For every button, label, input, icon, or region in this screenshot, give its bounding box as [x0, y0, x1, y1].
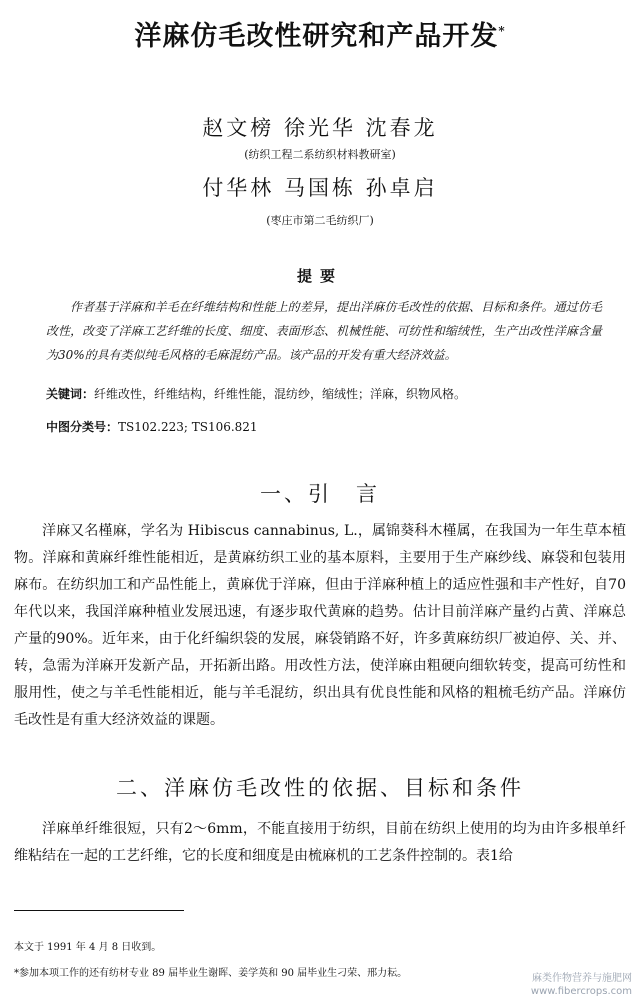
- section-1-heading: 一、引 言: [260, 482, 380, 506]
- footnote-contributors: *参加本项工作的还有纺材专业 89 届毕业生谢晖、姜学英和 90 届毕业生刁荣、邢力耘。: [14, 968, 408, 979]
- keywords-value: 纤维改性，纤维结构，纤维性能，混纺纱，缩绒性；洋麻，织物风格。: [94, 387, 467, 401]
- classification-label: 中图分类号：: [46, 420, 119, 434]
- watermark-site-name: 麻类作物营养与施肥网: [532, 973, 632, 984]
- abstract-heading: 提要: [296, 267, 343, 285]
- footnote-divider: [14, 910, 184, 911]
- affiliation-2: (枣庄市第二毛纺织厂): [266, 214, 374, 227]
- title-text: 洋麻仿毛改性研究和产品开发: [134, 21, 499, 52]
- section-1-body: 洋麻又名槿麻，学名为 Hibiscus cannabinus, L.，属锦葵科木槿属，在我国为一年生草本植物。洋麻和黄麻纤维性能相近，是黄麻纺织工业的基本原料，主要用于生产麻纱线、麻袋和包装用麻布。在纺织加工和产品性能上，黄麻优于洋麻，但由于洋麻种植上的适应性强和丰产性好，自70年代以来，我国洋麻种植业发展迅速，有逐步取代黄麻的趋势。估计目前洋麻产量约占黄、洋麻总产量的90%。近年来，由于化纤编织袋的发展，麻袋销路不好，许多黄麻纺织厂被迫停、关、并、转，急需为洋麻开发新产品，开拓新出路。用改性方法，使洋麻由粗硬向细软转变，提高可纺性和服用性，使之与羊毛性能相近，能与羊毛混纺，织出具有优良性能和风格的粗梳毛纺产品。洋麻仿毛改性是有重大经济效益的课题。: [14, 523, 626, 728]
- classification-value: TS102.223; TS106.821: [118, 420, 258, 434]
- affiliation-1: (纺织工程二系纺织材料教研室): [244, 148, 396, 161]
- keywords-label: 关键词：: [46, 387, 95, 401]
- abstract-text: 作者基于洋麻和羊毛在纤维结构和性能上的差异，提出洋麻仿毛改性的依据、目标和条件。通过仿毛改性，改变了洋麻工艺纤维的长度、细度、表面形态、机械性能、可纺性和缩绒性，生产出改性洋麻含量为30%的具有类似纯毛风格的毛麻混纺产品。该产品的开发有重大经济效益。: [46, 300, 602, 362]
- classification-line: [46, 418, 602, 435]
- keywords-line: [46, 385, 602, 402]
- title-footnote-mark: *: [498, 24, 506, 38]
- paper-title: [0, 14, 640, 53]
- watermark-url: www.fibercrops.com: [530, 986, 632, 997]
- footnote-received: 本文于 1991 年 4 月 8 日收到。: [14, 942, 162, 953]
- section-2-heading: 二、洋麻仿毛改性的依据、目标和条件: [116, 776, 524, 800]
- site-watermark: [531, 972, 632, 998]
- authors-line-2: 付华林 马国栋 孙卓启: [202, 176, 438, 200]
- authors-line-1: 赵文榜 徐光华 沈春龙: [202, 116, 438, 140]
- section-2-body: 洋麻单纤维很短，只有2～6mm，不能直接用于纺织，目前在纺织上使用的均为由许多根单纤维粘结在一起的工艺纤维，它的长度和细度是由梳麻机的工艺条件控制的。表1给: [14, 821, 626, 864]
